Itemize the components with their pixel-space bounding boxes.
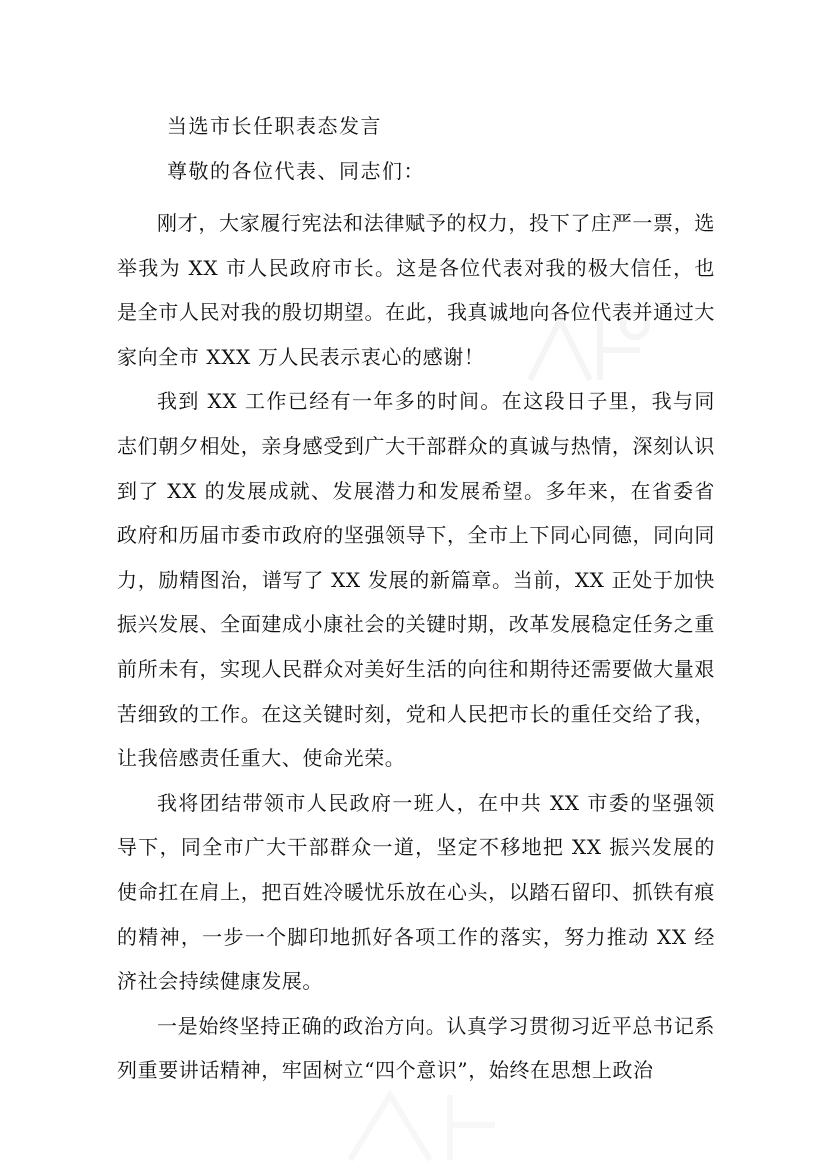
paragraph: 一是始终坚持正确的政治方向。认真学习贯彻习近平总书记系列重要讲话精神，牢固树立“四个意识”，始终在思想上政治 — [117, 1013, 715, 1083]
document-title: 当选市长任职表态发言 — [167, 114, 382, 138]
watermark-icon — [330, 1080, 510, 1170]
paragraph: 我将团结带领市人民政府一班人，在中共 XX 市委的坚强领导下，同全市广大干部群众一道，坚定不移地把 XX 振兴发展的使命扛在肩上，把百姓冷暖忧乐放在心头，以踏石留印、抓铁有痕的精神，一步一个脚印地抓好各项工作的落实，努力推动 XX 经济社会持续健康发展。 — [117, 790, 715, 994]
document-body — [117, 201, 715, 1093]
salutation: 尊敬的各位代表、同志们： — [167, 159, 425, 183]
paragraph: 我到 XX 工作已经有一年多的时间。在这段日子里，我与同志们朝夕相处，亲身感受到广大干部群众的真诚与热情，深刻认识到了 XX 的发展成就、发展潜力和发展希望。多年来，在省委省政府和历届市委市政府的坚强领导下，全市上下同心同德，同向同力，励精图治，谱写了 XX 发展的新篇章。当前，XX 正处于加快振兴发展、全面建成小康社会的关键时期，改革发展稳定任务之重前所未有，实现人民群众对美好生活的向往和期待还需要做大量艰苦细致的工作。在这关键时刻，党和人民把市长的重任交给了我，让我倍感责任重大、使命光荣。 — [117, 389, 715, 771]
paragraph: 刚才，大家履行宪法和法律赋予的权力，投下了庄严一票，选举我为 XX 市人民政府市长。这是各位代表对我的极大信任，也是全市人民对我的殷切期望。在此，我真诚地向各位代表并通过大家向全市 XXX 万人民表示衷心的感谢！ — [117, 211, 715, 369]
